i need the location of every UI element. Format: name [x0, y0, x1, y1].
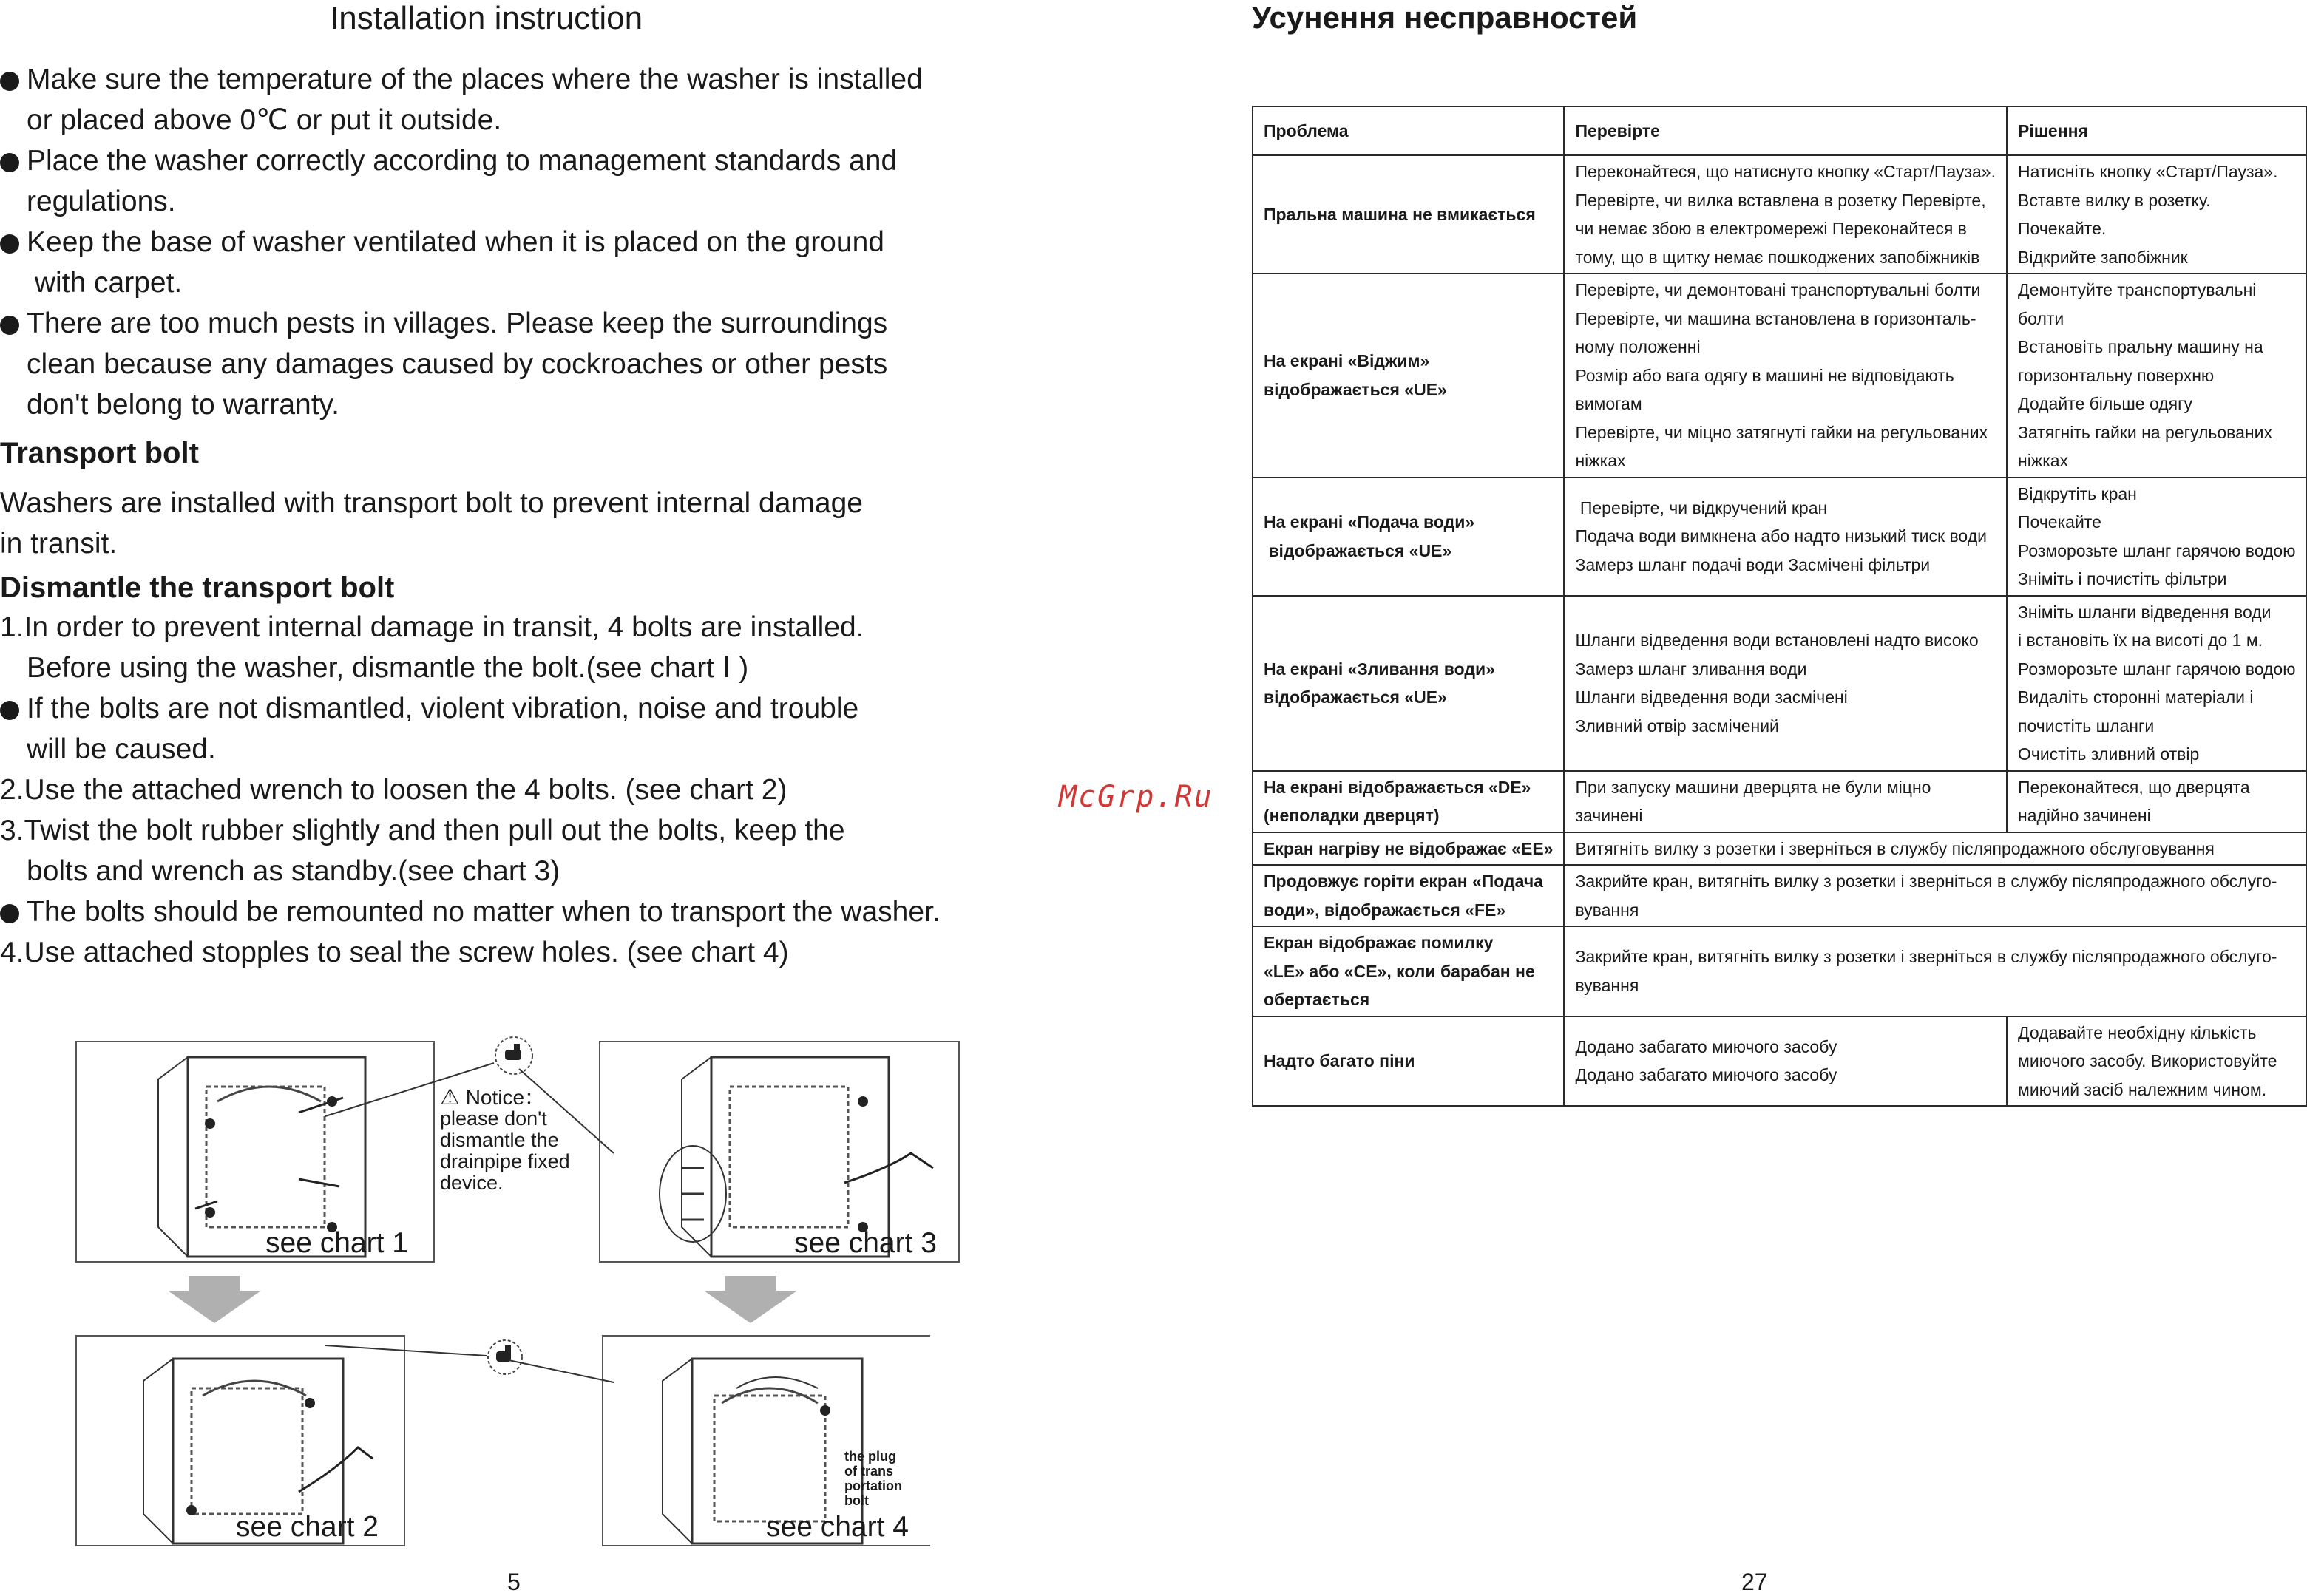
left-page-number: 5 [507, 1569, 521, 1595]
step-3-line-2: bolts and wrench as standby.(see chart 3) [27, 855, 560, 887]
down-arrow-icon [166, 1276, 262, 1325]
table-row [1253, 771, 2306, 832]
intro-bullet-3-line-2: with carpet. [27, 267, 183, 299]
solution-cell: Переконайтеся, що дверцята надійно зачинені [2007, 771, 2306, 832]
remount-bullet: The bolts should be remounted no matter when to transport the washer. [0, 892, 941, 932]
action-cell: Витягніть вилку з розетки і зверніться в службу післяпродажного обслуговування [1564, 832, 2306, 866]
notice-line: dismantle the [440, 1129, 559, 1151]
step-4: 4.Use attached stopples to seal the screw holes. (see chart 4) [0, 937, 789, 968]
table-row [1253, 832, 2306, 866]
intro-bullet-3: Keep the base of washer ventilated when it is placed on the ground [0, 222, 941, 262]
intro-bullet-2: Place the washer correctly according to management standards and [0, 140, 941, 181]
header-check: Перевірте [1564, 106, 2007, 155]
problem-cell: На екрані відображається «DE» (неполадки дверцят) [1253, 771, 1564, 832]
intro-bullet-1-line-2: or placed above 0℃ or put it outside. [27, 104, 502, 136]
solution-cell: Додавайте необхідну кількість миючого засобу. Використовуйте миючий засіб належним чином. [2007, 1016, 2306, 1107]
notice-line: drainpipe fixed [440, 1150, 570, 1172]
bullet-dot-icon [0, 234, 19, 254]
table-row [1253, 155, 2306, 274]
solution-cell: Демонтуйте транспортувальні болти Встановіть пральну машину на горизонтальну поверхню Додайте більше одягу Затягніть гайки на регульованих ніжках [2007, 274, 2306, 478]
warning-triangle-icon: ⚠ [440, 1085, 460, 1110]
bullet-dot-icon [0, 904, 19, 923]
solution-cell: Зніміть шланги відведення води і встановіть їх на висоті до 1 м. Розморозьте шланг гарячою водою Видаліть сторонні матеріали і почистіть шланги Очистіть зливний отвір [2007, 596, 2306, 771]
problem-cell: Екран відображає помилку «LE» або «CE», коли барабан не обертається [1253, 926, 1564, 1016]
step-1-line-2: Before using the washer, dismantle the bolt.(see chart Ⅰ ) [27, 652, 749, 684]
check-cell: Перевірте, чи демонтовані транспортувальні болти Перевірте, чи машина встановлена в горизонталь- ному положенні Розмір або вага одягу в машині не відповідають вимогам Перевірте, чи міцно затягнуті гайки на регульованих ніжках [1564, 274, 2007, 478]
notice-line: please don't [440, 1107, 547, 1130]
chart-2-label: see chart 2 [236, 1511, 379, 1543]
problem-cell: Екран нагріву не відображає «EE» [1253, 832, 1564, 866]
left-page-body [0, 59, 941, 973]
table-row [1253, 274, 2306, 478]
table-row [1253, 478, 2306, 596]
problem-cell: На екрані «Віджим» відображається «UE» [1253, 274, 1564, 478]
check-cell: Перевірте, чи відкручений кран Подача води вимкнена або надто низький тиск води Замерз шланг подачі води Засмічені фільтри [1564, 478, 2007, 596]
chart-1-label: see chart 1 [265, 1227, 408, 1259]
solution-cell: Відкрутіть кран Почекайте Розморозьте шланг гарячою водою Зніміть і почистіть фільтри [2007, 478, 2306, 596]
table-row [1253, 865, 2306, 926]
problem-cell: Пральна машина не вмикається [1253, 155, 1564, 274]
down-arrow-icon [702, 1276, 799, 1325]
left-page-title: Installation instruction [330, 0, 643, 36]
vibration-bullet: If the bolts are not dismantled, violent vibration, noise and trouble [0, 688, 941, 729]
plug-label: the plug of trans portation bolt [844, 1449, 902, 1508]
bullet-dot-icon [0, 701, 19, 720]
check-cell: Додано забагато миючого засобу Додано забагато миючого засобу [1564, 1016, 2007, 1107]
chart-4-label: see chart 4 [766, 1511, 909, 1543]
intro-bullet-1: Make sure the temperature of the places where the washer is installed [0, 59, 941, 100]
dismantle-heading: Dismantle the transport bolt [0, 571, 395, 604]
table-header-row [1253, 106, 2306, 155]
notice-box [440, 1087, 570, 1194]
chart-3-label: see chart 3 [794, 1227, 937, 1259]
header-problem: Проблема [1253, 106, 1564, 155]
troubleshooting-table [1252, 106, 2307, 1107]
intro-bullet-4-line-3: don't belong to warranty. [27, 389, 339, 421]
table-row [1253, 926, 2306, 1016]
transport-bolt-heading: Transport bolt [0, 437, 199, 469]
bullet-dot-icon [0, 72, 19, 91]
transport-text-line-2: in transit. [0, 528, 118, 560]
intro-bullet-4: There are too much pests in villages. Please keep the surroundings [0, 303, 941, 344]
check-cell: Переконайтеся, що натиснуто кнопку «Старт/Пауза». Перевірте, чи вилка вставлена в розетку Перевірте, чи немає збою в електромережі Переконайтеся в тому, що в щитку немає пошкоджених запобіжників [1564, 155, 2007, 274]
problem-cell: Продовжує горіти екран «Подача води», відображається «FE» [1253, 865, 1564, 926]
check-cell: При запуску машини дверцята не були міцно зачинені [1564, 771, 2007, 832]
step-2: 2.Use the attached wrench to loosen the 4 bolts. (see chart 2) [0, 774, 787, 806]
intro-bullet-4-line-2: clean because any damages caused by cockroaches or other pests [27, 348, 888, 380]
solution-cell: Натисніть кнопку «Старт/Пауза». Вставте вилку в розетку. Почекайте. Відкрийте запобіжник [2007, 155, 2306, 274]
problem-cell: Надто багато піни [1253, 1016, 1564, 1107]
notice-line: device. [440, 1172, 504, 1194]
notice-title: ⚠ Notice： [440, 1085, 546, 1110]
watermark: McGrp.Ru [1059, 780, 1213, 814]
right-page-number: 27 [1741, 1569, 1768, 1595]
step-3-line-1: 3.Twist the bolt rubber slightly and then pull out the bolts, keep the [0, 815, 845, 846]
bullet-dot-icon [0, 153, 19, 172]
step-1-line-1: 1.In order to prevent internal damage in transit, 4 bolts are installed. [0, 611, 864, 643]
problem-cell: На екрані «Зливання води» відображається «UE» [1253, 596, 1564, 771]
vibration-bullet-line-2: will be caused. [27, 733, 216, 765]
check-cell: Шланги відведення води встановлені надто високо Замерз шланг зливання води Шланги відведення води засмічені Зливний отвір засмічений [1564, 596, 2007, 771]
bullet-dot-icon [0, 316, 19, 335]
action-cell: Закрийте кран, витягніть вилку з розетки і зверніться в службу післяпродажного обслуго- вування [1564, 865, 2306, 926]
action-cell: Закрийте кран, витягніть вилку з розетки і зверніться в службу післяпродажного обслуго- вування [1564, 926, 2306, 1016]
table-row [1253, 1016, 2306, 1107]
right-page-title: Усунення несправностей [1252, 0, 1638, 35]
problem-cell: На екрані «Подача води» відображається «UE» [1253, 478, 1564, 596]
chart-3-panel [599, 1041, 960, 1263]
transport-text-line-1: Washers are installed with transport bolt to prevent internal damage [0, 487, 863, 519]
intro-bullet-2-line-2: regulations. [27, 186, 176, 217]
header-solution: Рішення [2007, 106, 2306, 155]
chart-4-panel [602, 1335, 930, 1546]
table-row [1253, 596, 2306, 771]
